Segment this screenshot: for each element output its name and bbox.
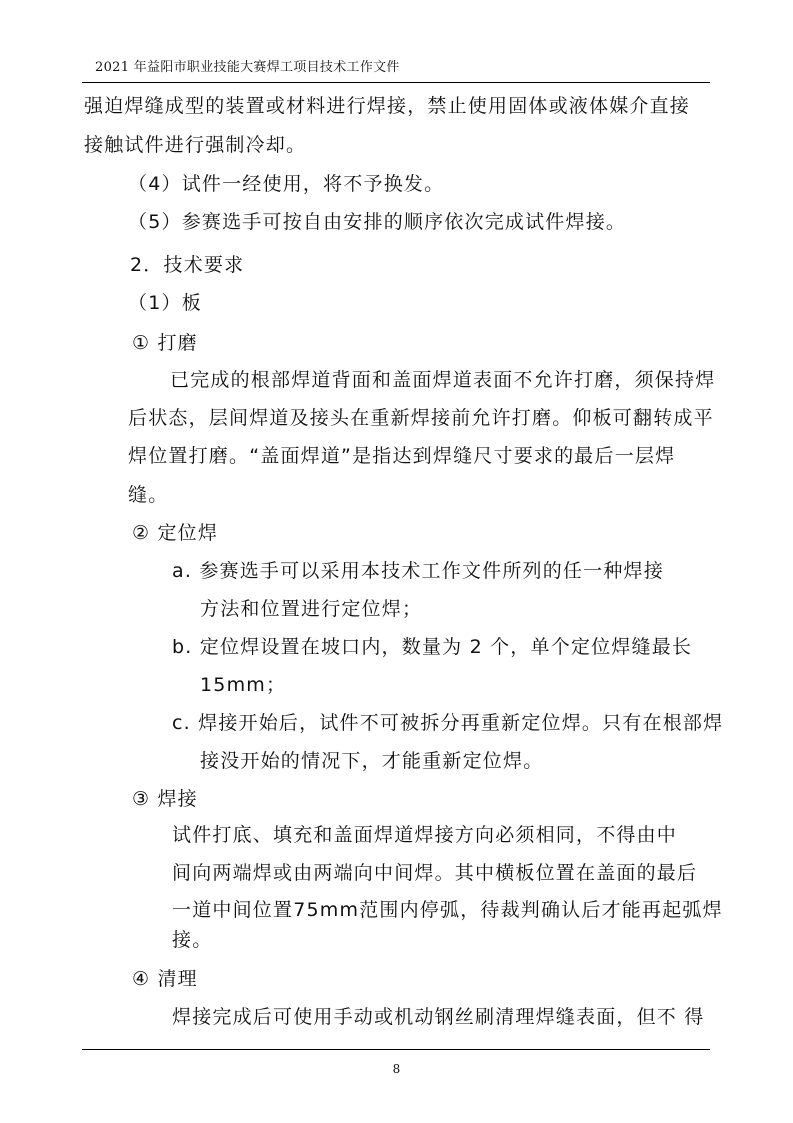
list-item-a: a. 参赛选手可以采用本技术工作文件所列的任一种焊接 <box>172 560 664 582</box>
body-line: 方法和位置进行定位焊； <box>200 598 423 620</box>
list-item-b: b. 定位焊设置在坡口内，数量为 2 个，单个定位焊缝最长 <box>172 636 693 658</box>
body-line: 已完成的根部焊道背面和盖面焊道表面不允许打磨，须保持焊 <box>170 369 716 391</box>
page-number: 8 <box>392 1062 401 1076</box>
item-heading-cleaning: ④ 清理 <box>132 968 198 990</box>
body-line: 接触试件进行强制冷却。 <box>84 134 307 156</box>
body-line: 接没开始的情况下，才能重新定位焊。 <box>200 750 544 772</box>
body-line: 15mm； <box>200 674 287 696</box>
body-line: 后状态，层间焊道及接头在重新焊接前允许打磨。仰板可翻转成平 <box>128 407 714 429</box>
body-line: 试件打底、填充和盖面焊道焊接方向必须相同，不得由中 <box>172 824 678 846</box>
running-header: 2021 年益阳市职业技能大赛焊工项目技术工作文件 <box>95 60 400 75</box>
header-rule <box>82 82 710 83</box>
footer-rule <box>82 1049 710 1050</box>
body-line: 缝。 <box>128 484 169 506</box>
body-line: 间向两端焊或由两端向中间焊。其中横板位置在盖面的最后 <box>172 862 698 884</box>
body-line: 接。 <box>172 929 213 951</box>
subsection-heading: （1）板 <box>128 292 202 314</box>
item-heading-welding: ③ 焊接 <box>132 788 198 810</box>
section-heading: 2．技术要求 <box>130 254 245 276</box>
list-item-5: （5）参赛选手可按自由安排的顺序依次完成试件焊接。 <box>128 211 627 233</box>
body-line: 强迫焊缝成型的装置或材料进行焊接，禁止使用固体或液体媒介直接 <box>84 95 691 117</box>
list-item-4: （4）试件一经使用，将不予换发。 <box>128 173 445 195</box>
item-heading-tack-weld: ② 定位焊 <box>132 522 219 544</box>
body-line: 焊位置打磨。“盖面焊道”是指达到焊缝尺寸要求的最后一层焊 <box>128 445 676 467</box>
item-heading-grinding: ① 打磨 <box>132 332 198 354</box>
body-line: 焊接完成后可使用手动或机动钢丝刷清理焊缝表面，但不 得 <box>172 1006 705 1028</box>
body-line: 一道中间位置75mm范围内停弧，待裁判确认后才能再起弧焊 <box>172 899 723 921</box>
list-item-c: c. 焊接开始后，试件不可被拆分再重新定位焊。只有在根部焊 <box>172 712 724 734</box>
